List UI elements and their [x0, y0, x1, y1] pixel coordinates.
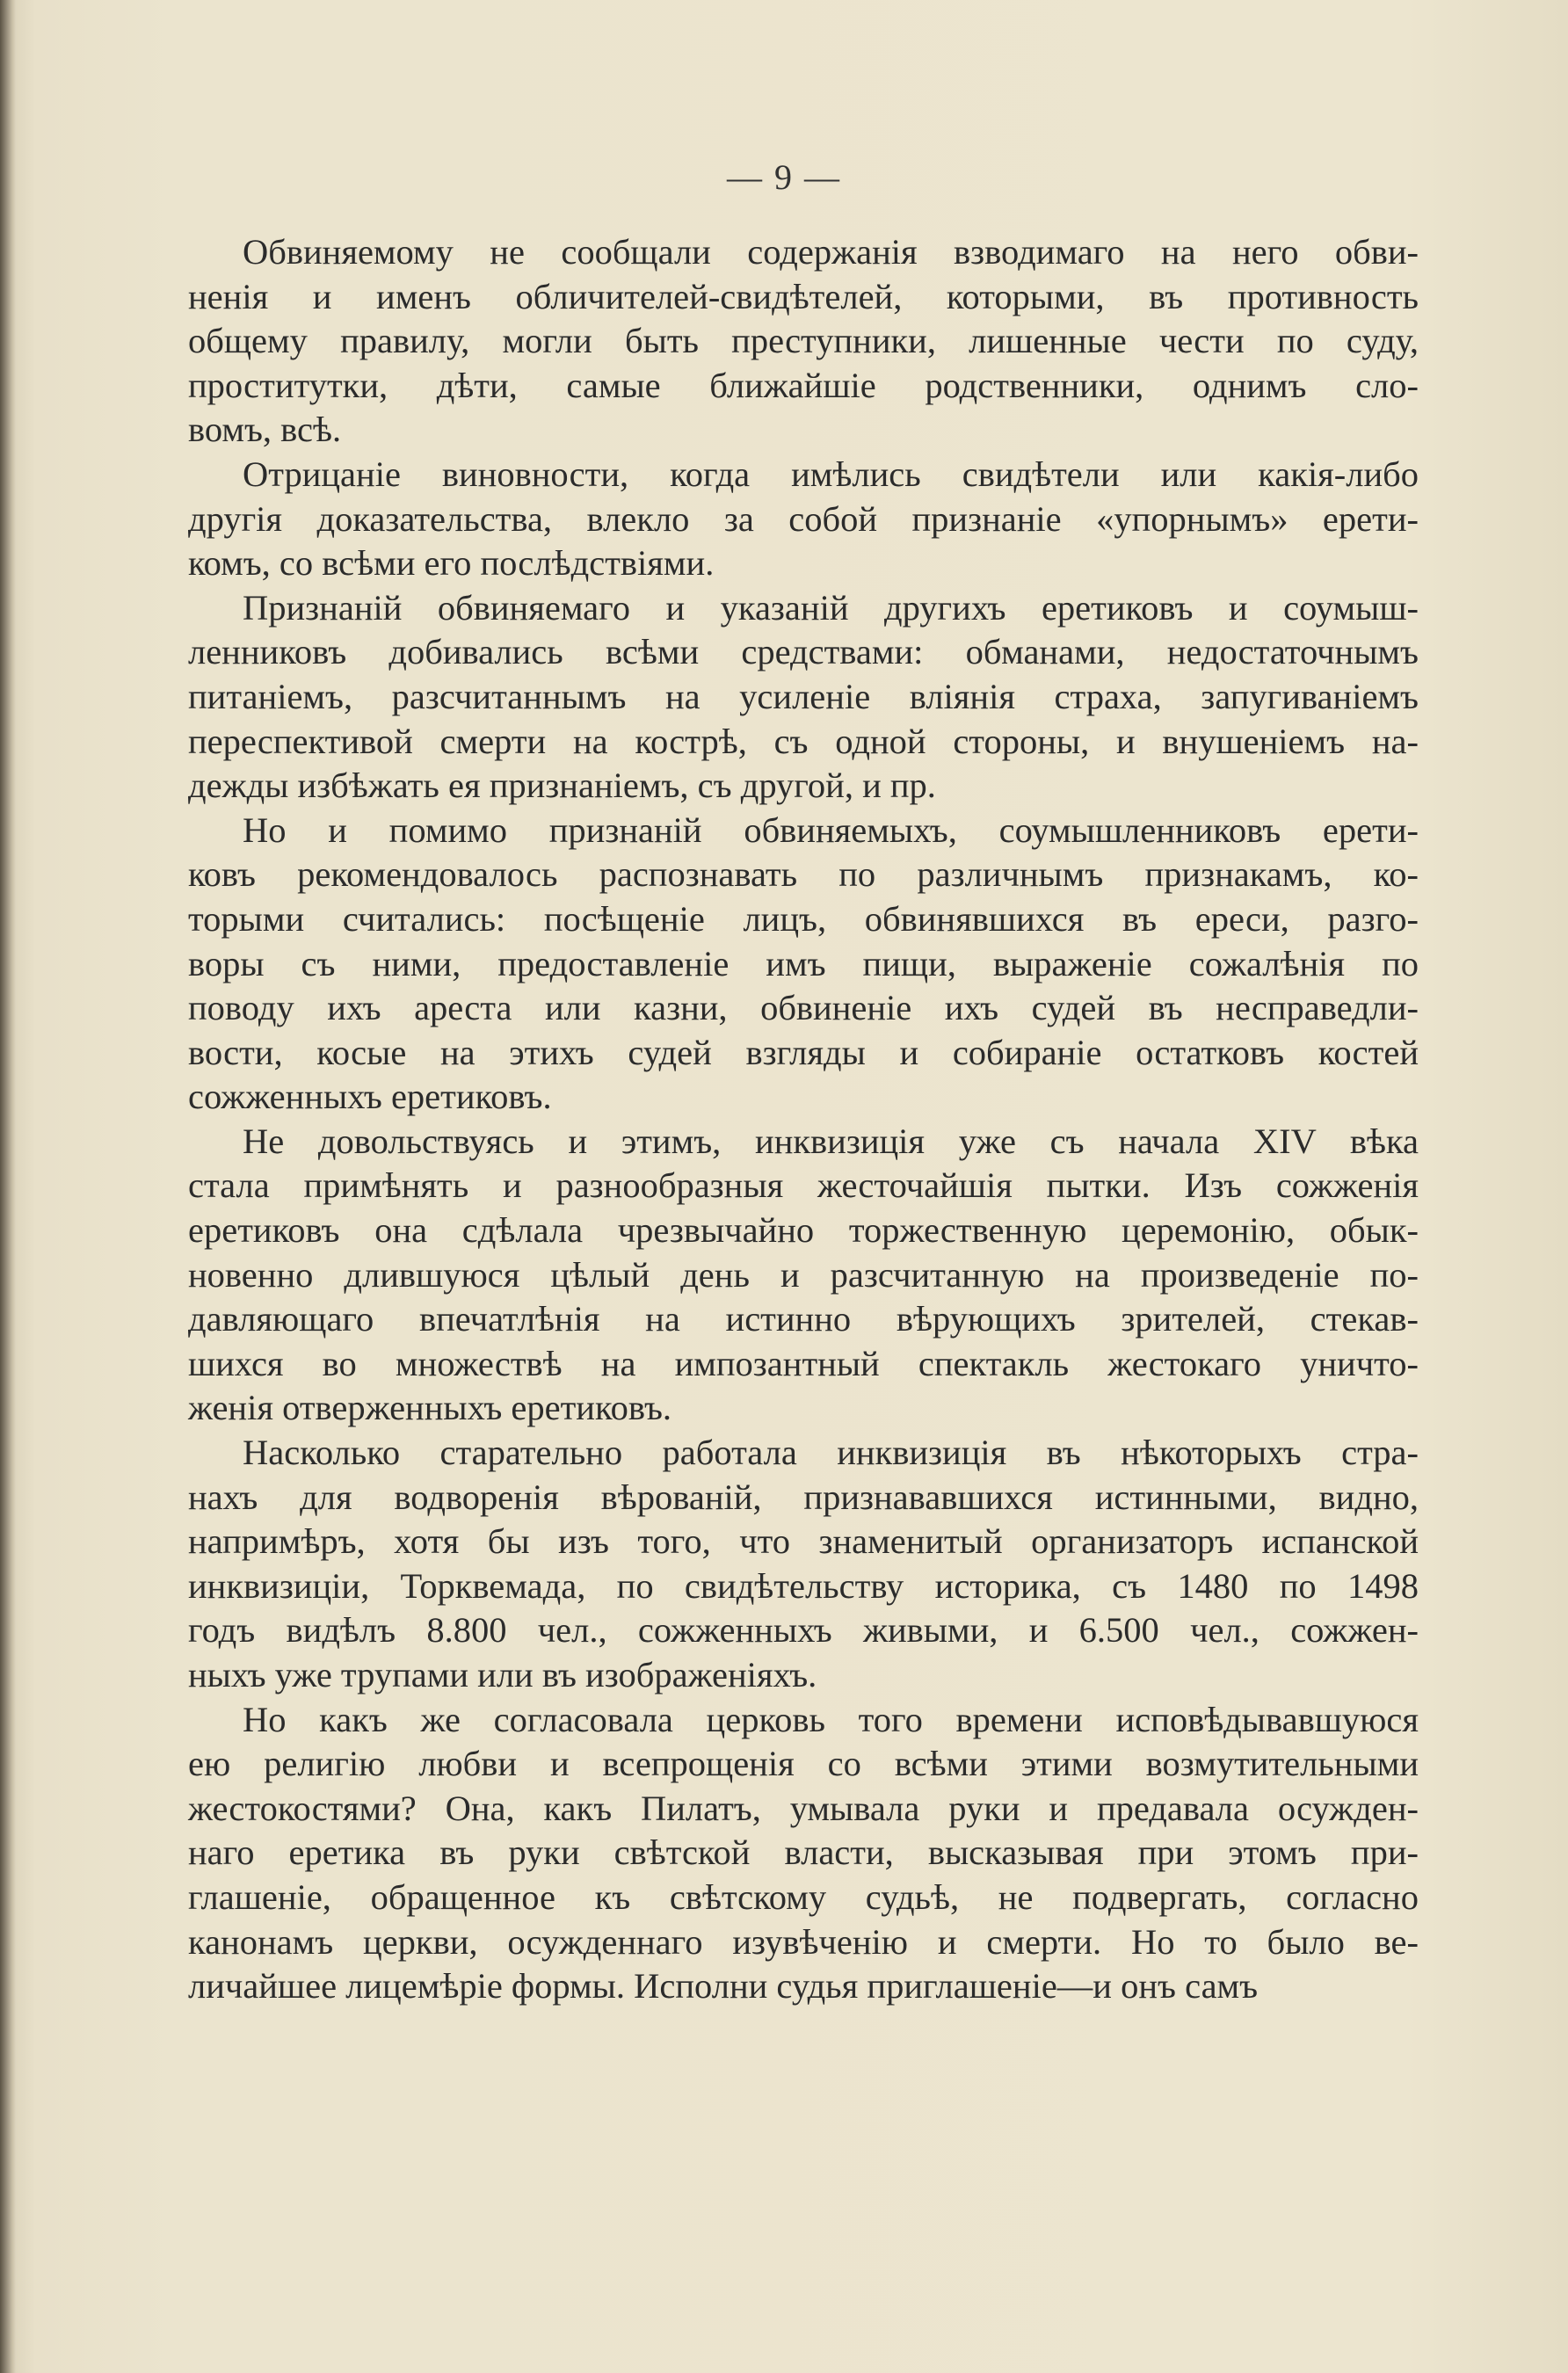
paragraph	[188, 1431, 1419, 1698]
paragraph	[188, 453, 1419, 586]
text-line: переспективой смерти на кострѣ, съ одной стороны, и внушеніемъ на-	[188, 721, 1419, 761]
text-line: питаніемъ, разсчитаннымъ на усиленіе вліянія страха, запугиваніемъ	[188, 676, 1419, 716]
text-line: новенно длившуюся цѣлый день и разсчитанную на произведеніе по-	[188, 1254, 1419, 1295]
text-line: Но какъ же согласовала церковь того времени исповѣдывавшуюся	[243, 1699, 1419, 1739]
text-line: шихся во множествѣ на импозантный спектакль жестокаго уничто-	[188, 1343, 1419, 1383]
text-line: давляющаго впечатлѣнія на истинно вѣрующихъ зрителей, стекав-	[188, 1299, 1419, 1339]
text-line: торыми считались: посѣщеніе лицъ, обвинявшихся въ ереси, разго-	[188, 898, 1419, 939]
text-line: другія доказательства, влекло за собой признаніе «упорнымъ» ерети-	[188, 498, 1419, 539]
text-line: ненія и именъ обличителей-свидѣтелей, которыми, въ противность	[188, 276, 1419, 316]
text-line: вомъ, всѣ.	[188, 410, 342, 450]
paragraph	[188, 1698, 1419, 2009]
text-line: ковъ рекомендовалось распознавать по различнымъ признакамъ, ко-	[188, 854, 1419, 895]
text-line: Не довольствуясь и этимъ, инквизиція уже съ начала XIV вѣка	[243, 1121, 1419, 1161]
text-line: проститутки, дѣти, самые ближайшіе родственники, однимъ сло-	[188, 365, 1419, 405]
text-line: стала примѣнять и разнообразныя жесточайшія пытки. Изъ сожженія	[188, 1165, 1419, 1206]
text-line: ныхъ уже трупами или въ изображеніяхъ.	[188, 1655, 817, 1694]
text-line: ею религію любви и всепрощенія со всѣми этими возмутительными	[188, 1744, 1419, 1784]
text-line: канонамъ церкви, осужденнаго изувѣченію и смерти. Но то было ве-	[188, 1921, 1419, 1962]
paragraph	[188, 1120, 1419, 1431]
text-line: общему правилу, могли быть преступники, лишенные чести по суду,	[188, 321, 1419, 361]
text-line: личайшее лицемѣріе формы. Исполни судья приглашеніе—и онъ самъ	[188, 1966, 1259, 2007]
text-line: Обвиняемому не сообщали содержанія взводимаго на него обви-	[243, 232, 1419, 272]
text-line: нахъ для водворенія вѣрованій, признававшихся истинными, видно,	[188, 1477, 1419, 1517]
text-line: еретиковъ она сдѣлала чрезвычайно торжественную церемонію, обык-	[188, 1210, 1419, 1251]
text-line: Насколько старательно работала инквизиція въ нѣкоторыхъ стра-	[243, 1433, 1419, 1473]
text-line: Но и помимо признаній обвиняемыхъ, соумышленниковъ ерети-	[243, 809, 1419, 850]
text-line: инквизиціи, Торквемада, по свидѣтельству историка, съ 1480 по 1498	[188, 1565, 1419, 1606]
paragraph	[188, 230, 1419, 453]
text-line: Отрицаніе виновности, когда имѣлись свидѣтели или какія-либо	[243, 454, 1419, 494]
text-line: годъ видѣлъ 8.800 чел., сожженныхъ живыми, и 6.500 чел., сожжен-	[188, 1610, 1419, 1651]
text-line: сожженныхъ еретиковъ.	[188, 1077, 552, 1117]
text-line: жестокостями? Она, какъ Пилатъ, умывала руки и предавала осужден-	[188, 1788, 1419, 1828]
text-line: напримѣръ, хотя бы изъ того, что знаменитый организаторъ испанской	[188, 1521, 1419, 1562]
body-text	[188, 230, 1419, 2009]
text-line: дежды избѣжать ея признаніемъ, съ другой, и пр.	[188, 766, 936, 806]
paragraph	[188, 586, 1419, 809]
paragraph	[188, 809, 1419, 1120]
text-line: Признаній обвиняемаго и указаній другихъ еретиковъ и соумыш-	[243, 587, 1419, 628]
text-line: наго еретика въ руки свѣтской власти, высказывая при этомъ при-	[188, 1832, 1419, 1873]
text-line: вости, косые на этихъ судей взгляды и собираніе остатковъ костей	[188, 1032, 1419, 1072]
text-line: глашеніе, обращенное къ свѣтскому судьѣ, не подвергать, согласно	[188, 1876, 1419, 1917]
text-line: поводу ихъ ареста или казни, обвиненіе ихъ судей въ несправедли-	[188, 988, 1419, 1028]
text-line: женія отверженныхъ еретиковъ.	[188, 1388, 672, 1428]
book-binding-edge	[0, 0, 16, 2373]
page-number: — 9 —	[727, 157, 841, 197]
text-line: комъ, со всѣми его послѣдствіями.	[188, 543, 715, 584]
text-line: воры съ ними, предоставленіе имъ пищи, выраженіе сожалѣнія по	[188, 943, 1419, 983]
text-line: ленниковъ добивались всѣми средствами: обманами, недостаточнымъ	[188, 632, 1419, 672]
